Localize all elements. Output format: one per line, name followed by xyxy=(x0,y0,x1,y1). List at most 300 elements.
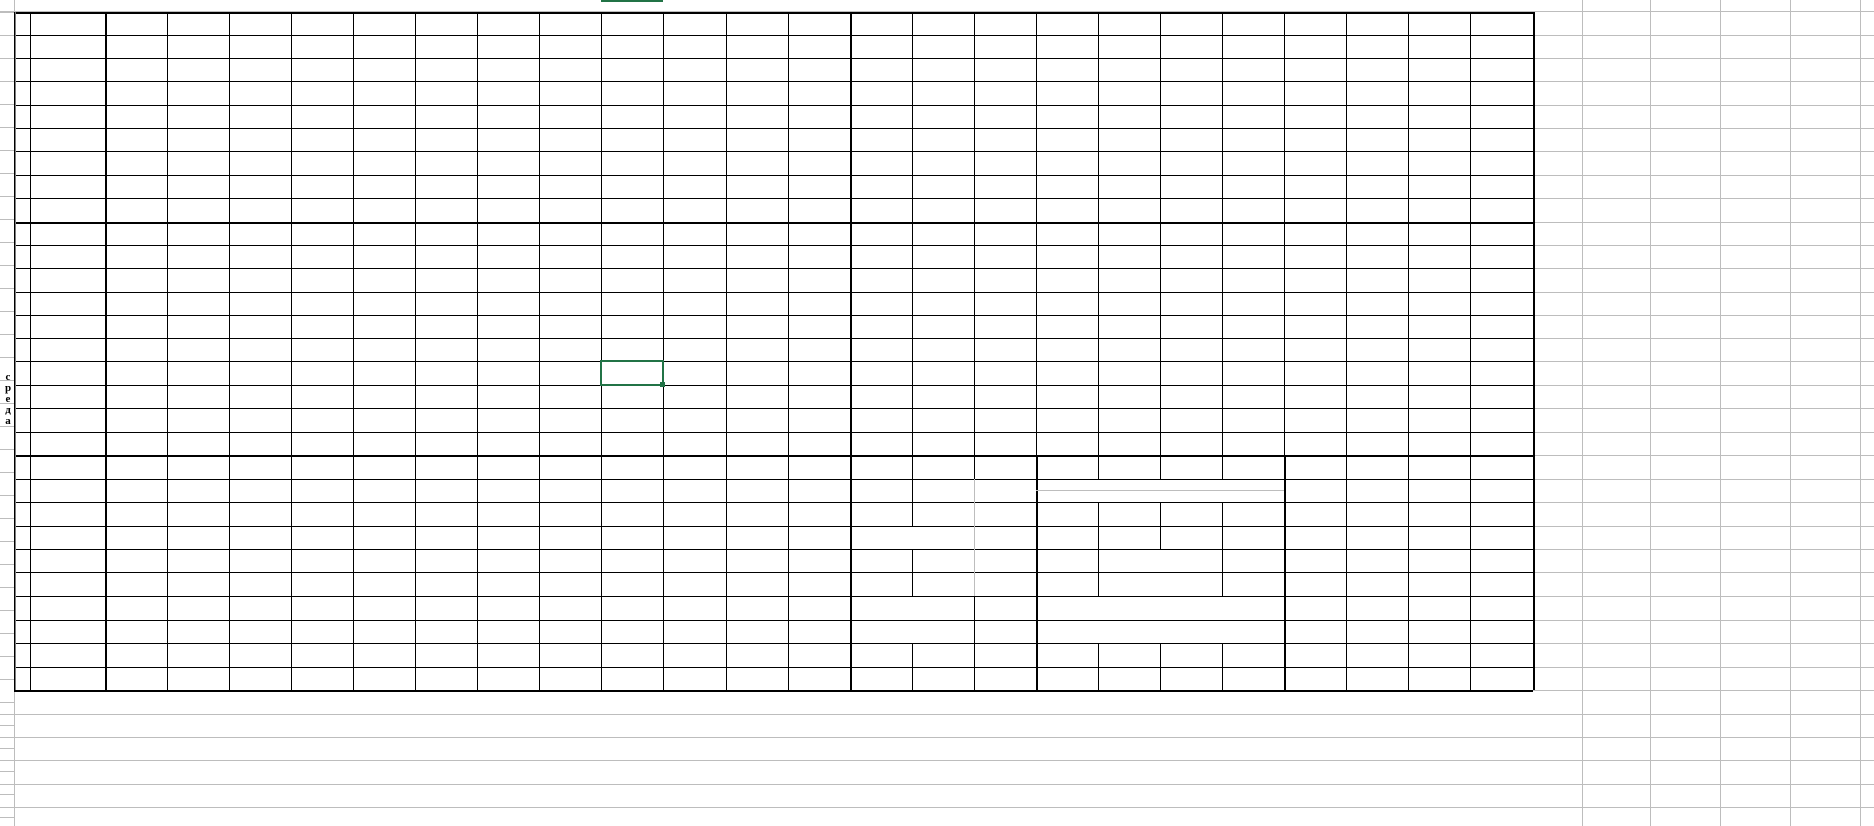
lesson-number[interactable] xyxy=(16,81,30,105)
grade9-11-lesson-cell[interactable] xyxy=(539,572,601,596)
grade5-6-lesson-cell[interactable] xyxy=(291,81,353,105)
lesson-number[interactable] xyxy=(16,268,30,292)
lesson-time[interactable] xyxy=(30,408,105,432)
grade7-8-lesson-cell[interactable] xyxy=(601,315,663,338)
lesson-time[interactable] xyxy=(30,175,105,198)
grade5-6-lesson-cell[interactable] xyxy=(663,151,726,175)
grade5-6-lesson-cell[interactable] xyxy=(1098,35,1160,58)
grade5-6-class-header[interactable] xyxy=(663,12,726,35)
grade5-6-lesson-cell[interactable] xyxy=(1222,128,1284,151)
grade9-11-class-header[interactable] xyxy=(229,455,291,479)
grade7-8-lesson-cell[interactable] xyxy=(353,315,415,338)
grade7-8-lesson-cell[interactable] xyxy=(1346,315,1408,338)
grade9-11-class-header[interactable] xyxy=(601,455,663,479)
grade5-6-lesson-cell[interactable] xyxy=(415,58,477,81)
senior-lesson-cell[interactable] xyxy=(850,479,912,502)
grade7-8-lesson-cell[interactable] xyxy=(850,315,912,338)
grade7-8-lesson-cell[interactable] xyxy=(291,385,353,408)
senior-lesson-cell[interactable] xyxy=(1098,572,1222,596)
grade7-8-lesson-cell[interactable] xyxy=(291,268,353,292)
grade9-11-lesson-cell[interactable] xyxy=(229,572,291,596)
grade9-11-lesson-cell[interactable] xyxy=(105,620,167,643)
lesson-number[interactable] xyxy=(16,502,30,526)
grade7-8-lesson-cell[interactable] xyxy=(291,338,353,361)
grade5-6-lesson-cell[interactable] xyxy=(477,151,539,175)
grade9-11-lesson-cell[interactable] xyxy=(105,549,167,572)
grade5-6-lesson-cell[interactable] xyxy=(1284,105,1346,128)
grade9-11-lesson-cell[interactable] xyxy=(539,526,601,549)
grade7-8-lesson-cell[interactable] xyxy=(1160,361,1222,385)
grade7-8-lesson-cell[interactable] xyxy=(291,361,353,385)
grade9-11-lesson-cell[interactable] xyxy=(477,549,539,572)
lesson-time[interactable] xyxy=(30,35,105,58)
grade9-11-lesson-cell[interactable] xyxy=(167,572,229,596)
senior-lesson-cell[interactable] xyxy=(850,549,916,572)
senior-lesson-cell[interactable] xyxy=(850,502,912,526)
grade5-6-lesson-cell[interactable] xyxy=(105,105,167,128)
lesson-number[interactable] xyxy=(16,479,30,502)
grade5-6-class-header[interactable] xyxy=(229,12,291,35)
grade7-8-class-header[interactable] xyxy=(1098,222,1160,245)
grade5-6-lesson-cell[interactable] xyxy=(850,35,912,58)
grade7-8-lesson-cell[interactable] xyxy=(229,315,291,338)
grade7-8-lesson-cell[interactable] xyxy=(1160,385,1222,408)
grade5-6-lesson-cell[interactable] xyxy=(291,105,353,128)
grade7-8-lesson-cell[interactable] xyxy=(353,292,415,315)
grade9-11-lesson-cell[interactable] xyxy=(353,596,415,620)
senior-lesson-cell[interactable] xyxy=(850,526,1036,549)
grade5-6-lesson-cell[interactable] xyxy=(1098,81,1160,105)
grade7-8-class-header[interactable] xyxy=(353,222,415,245)
grade5-6-class-header[interactable] xyxy=(105,12,167,35)
grade7-8-class-header[interactable] xyxy=(1036,222,1098,245)
grade7-8-lesson-cell[interactable] xyxy=(415,292,477,315)
grade5-6-lesson-cell[interactable] xyxy=(1346,128,1408,151)
grade5-6-lesson-cell[interactable] xyxy=(539,58,601,81)
grade7-8-lesson-cell[interactable] xyxy=(1222,338,1284,361)
grade7-8-lesson-cell[interactable] xyxy=(850,268,912,292)
grade7-8-lesson-cell[interactable] xyxy=(229,245,291,268)
grade7-8-lesson-cell[interactable] xyxy=(415,315,477,338)
lesson-time[interactable] xyxy=(30,245,105,268)
grade9-11-class-header[interactable] xyxy=(912,455,974,479)
grade9-11-lesson-cell[interactable] xyxy=(353,572,415,596)
grade5-6-lesson-cell[interactable] xyxy=(1408,58,1470,81)
grade9-11-lesson-cell[interactable] xyxy=(353,549,415,572)
grade5-6-lesson-cell[interactable] xyxy=(167,81,229,105)
lesson-number[interactable] xyxy=(16,58,30,81)
grade7-8-lesson-cell[interactable] xyxy=(353,338,415,361)
lesson-time[interactable] xyxy=(30,549,105,572)
grade9-11-lesson-cell[interactable] xyxy=(291,479,353,502)
grade7-8-lesson-cell[interactable] xyxy=(229,292,291,315)
grade7-8-lesson-cell[interactable] xyxy=(1098,361,1160,385)
senior-lesson-cell[interactable] xyxy=(1222,572,1284,596)
grade7-8-lesson-cell[interactable] xyxy=(1036,315,1098,338)
grade5-6-lesson-cell[interactable] xyxy=(788,35,850,58)
grade7-8-class-header[interactable] xyxy=(1346,222,1408,245)
grade7-8-lesson-cell[interactable] xyxy=(1160,338,1222,361)
senior-lesson-cell[interactable] xyxy=(1222,526,1284,549)
lesson-number[interactable] xyxy=(16,596,30,620)
fill-handle[interactable] xyxy=(660,382,665,387)
lesson-number[interactable] xyxy=(16,526,30,549)
grade9-11-class-header[interactable] xyxy=(974,455,1036,479)
grade5-6-class-header[interactable] xyxy=(353,12,415,35)
grade7-8-lesson-cell[interactable] xyxy=(912,338,974,361)
grade5-6-lesson-cell[interactable] xyxy=(974,128,1036,151)
grade5-6-lesson-cell[interactable] xyxy=(1284,35,1346,58)
grade7-8-class-header[interactable] xyxy=(663,222,726,245)
senior-lesson-cell[interactable] xyxy=(1160,502,1222,526)
grade5-6-lesson-cell[interactable] xyxy=(229,58,291,81)
grade9-11-class-header[interactable] xyxy=(477,455,539,479)
grade5-6-lesson-cell[interactable] xyxy=(726,35,788,58)
grade5-6-lesson-cell[interactable] xyxy=(1036,58,1098,81)
lesson-number[interactable] xyxy=(16,128,30,151)
grade5-6-lesson-cell[interactable] xyxy=(291,151,353,175)
grade5-6-lesson-cell[interactable] xyxy=(1408,105,1470,128)
grade7-8-lesson-cell[interactable] xyxy=(1408,292,1470,315)
grade9-11-lesson-cell[interactable] xyxy=(477,572,539,596)
grade7-8-lesson-cell[interactable] xyxy=(353,268,415,292)
grade5-6-class-header[interactable] xyxy=(788,12,850,35)
grade7-8-class-header[interactable] xyxy=(229,222,291,245)
grade5-6-class-header[interactable] xyxy=(1036,12,1098,35)
grade9-11-class-header[interactable] xyxy=(539,455,601,479)
grade9-11-class-header[interactable] xyxy=(415,455,477,479)
grade7-8-lesson-cell[interactable] xyxy=(1098,292,1160,315)
grade5-6-lesson-cell[interactable] xyxy=(167,105,229,128)
grade7-8-lesson-cell[interactable] xyxy=(1098,268,1160,292)
lesson-number[interactable] xyxy=(16,245,30,268)
grade7-8-lesson-cell[interactable] xyxy=(974,292,1036,315)
grade9-11-lesson-cell[interactable] xyxy=(353,526,415,549)
grade5-6-lesson-cell[interactable] xyxy=(850,128,912,151)
grade9-11-lesson-cell[interactable] xyxy=(601,526,663,549)
grade7-8-lesson-cell[interactable] xyxy=(601,245,663,268)
grade5-6-lesson-cell[interactable] xyxy=(788,105,850,128)
grade5-6-lesson-cell[interactable] xyxy=(1098,105,1160,128)
grade9-11-lesson-cell[interactable] xyxy=(229,526,291,549)
grade5-6-lesson-cell[interactable] xyxy=(601,105,663,128)
grade7-8-lesson-cell[interactable] xyxy=(1160,315,1222,338)
grade7-8-class-header[interactable] xyxy=(167,222,229,245)
senior-lesson-cell[interactable] xyxy=(1036,572,1098,596)
grade5-6-lesson-cell[interactable] xyxy=(601,128,663,151)
grade5-6-class-header[interactable] xyxy=(1470,12,1533,35)
grade7-8-class-header[interactable] xyxy=(974,222,1036,245)
grade5-6-class-header[interactable] xyxy=(167,12,229,35)
grade7-8-lesson-cell[interactable] xyxy=(912,292,974,315)
lesson-time[interactable] xyxy=(30,268,105,292)
grade5-6-lesson-cell[interactable] xyxy=(477,175,539,198)
grade7-8-lesson-cell[interactable] xyxy=(1222,315,1284,338)
grade7-8-lesson-cell[interactable] xyxy=(415,338,477,361)
grade7-8-class-header[interactable] xyxy=(291,222,353,245)
grade7-8-lesson-cell[interactable] xyxy=(167,385,229,408)
grade5-6-lesson-cell[interactable] xyxy=(415,81,477,105)
grade9-11-lesson-cell[interactable] xyxy=(167,502,229,526)
grade7-8-lesson-cell[interactable] xyxy=(974,268,1036,292)
grade5-6-class-header[interactable] xyxy=(1222,12,1284,35)
lesson-number[interactable] xyxy=(16,408,30,432)
grade5-6-lesson-cell[interactable] xyxy=(601,81,663,105)
grade7-8-lesson-cell[interactable] xyxy=(1222,385,1284,408)
grade7-8-lesson-cell[interactable] xyxy=(1346,268,1408,292)
grade7-8-lesson-cell[interactable] xyxy=(415,361,477,385)
grade5-6-lesson-cell[interactable] xyxy=(229,105,291,128)
grade5-6-class-header[interactable] xyxy=(912,12,974,35)
grade7-8-lesson-cell[interactable] xyxy=(974,315,1036,338)
grade5-6-lesson-cell[interactable] xyxy=(1346,105,1408,128)
lesson-time[interactable] xyxy=(30,620,105,643)
grade5-6-lesson-cell[interactable] xyxy=(912,81,974,105)
grade7-8-lesson-cell[interactable] xyxy=(1346,245,1408,268)
grade5-6-lesson-cell[interactable] xyxy=(912,151,974,175)
grade5-6-lesson-cell[interactable] xyxy=(850,105,912,128)
grade9-11-lesson-cell[interactable] xyxy=(601,479,663,502)
lesson-time[interactable] xyxy=(30,385,105,408)
grade7-8-lesson-cell[interactable] xyxy=(663,315,726,338)
grade7-8-lesson-cell[interactable] xyxy=(850,245,912,268)
grade7-8-lesson-cell[interactable] xyxy=(1284,292,1346,315)
lesson-time[interactable] xyxy=(30,338,105,361)
grade7-8-lesson-cell[interactable] xyxy=(477,268,539,292)
grade5-6-lesson-cell[interactable] xyxy=(477,105,539,128)
grade7-8-lesson-cell[interactable] xyxy=(1346,292,1408,315)
grade5-6-lesson-cell[interactable] xyxy=(601,58,663,81)
grade5-6-lesson-cell[interactable] xyxy=(850,151,912,175)
lesson-time[interactable] xyxy=(30,105,105,128)
senior-lesson-cell[interactable] xyxy=(1098,549,1222,572)
grade5-6-lesson-cell[interactable] xyxy=(726,58,788,81)
grade7-8-lesson-cell[interactable] xyxy=(1346,338,1408,361)
senior-lesson-cell[interactable] xyxy=(1036,526,1098,549)
grade5-6-lesson-cell[interactable] xyxy=(726,105,788,128)
senior-lesson-cell[interactable] xyxy=(1036,490,1284,502)
grade9-11-lesson-cell[interactable] xyxy=(167,526,229,549)
lesson-time[interactable] xyxy=(30,292,105,315)
grade5-6-class-header[interactable] xyxy=(1098,12,1160,35)
grade7-8-class-header[interactable] xyxy=(1284,222,1346,245)
grade5-6-lesson-cell[interactable] xyxy=(1160,58,1222,81)
grade9-11-class-header[interactable] xyxy=(1222,455,1284,479)
grade5-6-class-header[interactable] xyxy=(850,12,912,35)
grade5-6-lesson-cell[interactable] xyxy=(974,105,1036,128)
grade5-6-class-header[interactable] xyxy=(601,12,663,35)
grade7-8-lesson-cell[interactable] xyxy=(601,268,663,292)
senior-lesson-cell[interactable] xyxy=(850,596,974,620)
grade5-6-lesson-cell[interactable] xyxy=(1036,35,1098,58)
grade5-6-lesson-cell[interactable] xyxy=(1408,151,1470,175)
lesson-number[interactable] xyxy=(16,292,30,315)
grade5-6-lesson-cell[interactable] xyxy=(415,128,477,151)
grade7-8-lesson-cell[interactable] xyxy=(601,292,663,315)
senior-lesson-cell[interactable] xyxy=(1160,526,1222,549)
grade5-6-class-header[interactable] xyxy=(1160,12,1222,35)
grade7-8-class-header[interactable] xyxy=(539,222,601,245)
grade7-8-lesson-cell[interactable] xyxy=(415,385,477,408)
grade7-8-lesson-cell[interactable] xyxy=(1098,338,1160,361)
grade5-6-lesson-cell[interactable] xyxy=(477,128,539,151)
lesson-number[interactable] xyxy=(16,105,30,128)
grade7-8-class-header[interactable] xyxy=(105,222,167,245)
grade7-8-class-header[interactable] xyxy=(477,222,539,245)
grade9-11-lesson-cell[interactable] xyxy=(415,502,477,526)
grade9-11-class-header[interactable] xyxy=(291,455,353,479)
lesson-time[interactable] xyxy=(30,58,105,81)
grade7-8-lesson-cell[interactable] xyxy=(539,338,601,361)
grade9-11-lesson-cell[interactable] xyxy=(539,549,601,572)
senior-lesson-cell[interactable] xyxy=(850,620,974,643)
grade5-6-lesson-cell[interactable] xyxy=(539,105,601,128)
grade5-6-class-header[interactable] xyxy=(1408,12,1470,35)
grade7-8-lesson-cell[interactable] xyxy=(291,315,353,338)
lesson-time[interactable] xyxy=(30,479,105,502)
lesson-time[interactable] xyxy=(30,361,105,385)
grade5-6-lesson-cell[interactable] xyxy=(229,128,291,151)
grade5-6-lesson-cell[interactable] xyxy=(726,128,788,151)
grade5-6-lesson-cell[interactable] xyxy=(850,81,912,105)
grade7-8-class-header[interactable] xyxy=(415,222,477,245)
lesson-time[interactable] xyxy=(30,198,105,222)
grade5-6-lesson-cell[interactable] xyxy=(1346,151,1408,175)
lesson-time[interactable] xyxy=(30,315,105,338)
grade7-8-lesson-cell[interactable] xyxy=(167,338,229,361)
grade5-6-lesson-cell[interactable] xyxy=(167,58,229,81)
grade7-8-lesson-cell[interactable] xyxy=(1284,338,1346,361)
grade7-8-lesson-cell[interactable] xyxy=(1222,268,1284,292)
grade5-6-lesson-cell[interactable] xyxy=(291,58,353,81)
grade9-11-lesson-cell[interactable] xyxy=(415,526,477,549)
grade7-8-lesson-cell[interactable] xyxy=(663,385,726,408)
grade5-6-class-header[interactable] xyxy=(974,12,1036,35)
grade5-6-lesson-cell[interactable] xyxy=(1284,58,1346,81)
grade7-8-lesson-cell[interactable] xyxy=(663,361,726,385)
grade5-6-lesson-cell[interactable] xyxy=(291,35,353,58)
grade7-8-lesson-cell[interactable] xyxy=(415,268,477,292)
lesson-time[interactable] xyxy=(30,572,105,596)
grade9-11-lesson-cell[interactable] xyxy=(539,502,601,526)
senior-lesson-cell[interactable] xyxy=(974,620,1036,643)
grade5-6-lesson-cell[interactable] xyxy=(1470,35,1533,58)
active-cell-selection[interactable] xyxy=(600,360,664,386)
grade7-8-class-header[interactable] xyxy=(1160,222,1222,245)
senior-lesson-cell[interactable] xyxy=(1036,596,1284,620)
grade5-6-lesson-cell[interactable] xyxy=(1346,81,1408,105)
grade9-11-class-header[interactable] xyxy=(167,455,229,479)
grade5-6-lesson-cell[interactable] xyxy=(1408,128,1470,151)
lesson-number[interactable] xyxy=(16,175,30,198)
lesson-number[interactable] xyxy=(16,151,30,175)
grade5-6-lesson-cell[interactable] xyxy=(1036,81,1098,105)
grade9-11-lesson-cell[interactable] xyxy=(601,502,663,526)
grade5-6-lesson-cell[interactable] xyxy=(1470,58,1533,81)
lesson-number[interactable] xyxy=(16,572,30,596)
grade5-6-lesson-cell[interactable] xyxy=(850,58,912,81)
grade5-6-lesson-cell[interactable] xyxy=(415,105,477,128)
grade7-8-lesson-cell[interactable] xyxy=(912,315,974,338)
grade5-6-lesson-cell[interactable] xyxy=(1160,35,1222,58)
grade7-8-lesson-cell[interactable] xyxy=(663,338,726,361)
grade7-8-lesson-cell[interactable] xyxy=(663,408,726,432)
grade9-11-lesson-cell[interactable] xyxy=(105,643,167,667)
grade7-8-lesson-cell[interactable] xyxy=(539,385,601,408)
grade7-8-lesson-cell[interactable] xyxy=(1098,315,1160,338)
grade7-8-lesson-cell[interactable] xyxy=(1036,385,1098,408)
grade7-8-lesson-cell[interactable] xyxy=(1036,361,1098,385)
grade5-6-class-header[interactable] xyxy=(291,12,353,35)
lesson-number[interactable] xyxy=(16,432,30,455)
lesson-time[interactable] xyxy=(30,526,105,549)
grade7-8-lesson-cell[interactable] xyxy=(1284,361,1346,385)
grade9-11-lesson-cell[interactable] xyxy=(291,502,353,526)
grade5-6-lesson-cell[interactable] xyxy=(1470,128,1533,151)
lesson-number[interactable] xyxy=(16,549,30,572)
grade9-11-class-header[interactable] xyxy=(353,455,415,479)
grade7-8-lesson-cell[interactable] xyxy=(105,245,167,268)
grade9-11-lesson-cell[interactable] xyxy=(105,572,167,596)
senior-lesson-cell[interactable] xyxy=(1036,620,1284,643)
grade7-8-lesson-cell[interactable] xyxy=(850,292,912,315)
grade7-8-lesson-cell[interactable] xyxy=(477,245,539,268)
grade9-11-class-header[interactable] xyxy=(850,455,912,479)
grade5-6-class-header[interactable] xyxy=(415,12,477,35)
lesson-time[interactable] xyxy=(30,151,105,175)
lesson-time[interactable] xyxy=(30,502,105,526)
lesson-number[interactable] xyxy=(16,361,30,385)
grade5-6-lesson-cell[interactable] xyxy=(1408,81,1470,105)
grade7-8-lesson-cell[interactable] xyxy=(291,292,353,315)
grade9-11-lesson-cell[interactable] xyxy=(415,549,477,572)
grade5-6-lesson-cell[interactable] xyxy=(974,81,1036,105)
grade5-6-lesson-cell[interactable] xyxy=(1284,81,1346,105)
grade7-8-class-header[interactable] xyxy=(1408,222,1470,245)
grade5-6-lesson-cell[interactable] xyxy=(229,81,291,105)
grade5-6-lesson-cell[interactable] xyxy=(912,128,974,151)
grade7-8-lesson-cell[interactable] xyxy=(1284,315,1346,338)
date-title[interactable] xyxy=(105,0,1533,12)
grade5-6-lesson-cell[interactable] xyxy=(1346,175,1408,198)
grade7-8-class-header[interactable] xyxy=(850,222,912,245)
lesson-number[interactable] xyxy=(16,35,30,58)
grade5-6-lesson-cell[interactable] xyxy=(1222,105,1284,128)
grade5-6-class-header[interactable] xyxy=(477,12,539,35)
grade7-8-class-header[interactable] xyxy=(1222,222,1284,245)
grade9-11-class-header[interactable] xyxy=(105,455,167,479)
grade9-11-lesson-cell[interactable] xyxy=(477,526,539,549)
grade9-11-class-header[interactable] xyxy=(1036,455,1098,479)
grade5-6-lesson-cell[interactable] xyxy=(539,35,601,58)
grade9-11-lesson-cell[interactable] xyxy=(167,549,229,572)
grade5-6-lesson-cell[interactable] xyxy=(353,81,415,105)
grade5-6-lesson-cell[interactable] xyxy=(353,58,415,81)
senior-lesson-cell[interactable] xyxy=(1036,549,1098,572)
senior-lesson-cell[interactable] xyxy=(1222,549,1284,572)
grade5-6-lesson-cell[interactable] xyxy=(105,35,167,58)
grade7-8-lesson-cell[interactable] xyxy=(1222,292,1284,315)
lesson-time[interactable] xyxy=(30,128,105,151)
grade5-6-class-header[interactable] xyxy=(726,12,788,35)
grade5-6-lesson-cell[interactable] xyxy=(291,128,353,151)
grade7-8-lesson-cell[interactable] xyxy=(477,292,539,315)
grade5-6-lesson-cell[interactable] xyxy=(1160,81,1222,105)
grade5-6-lesson-cell[interactable] xyxy=(167,128,229,151)
senior-lesson-cell[interactable] xyxy=(1222,502,1284,526)
grade5-6-lesson-cell[interactable] xyxy=(105,81,167,105)
grade5-6-lesson-cell[interactable] xyxy=(788,58,850,81)
